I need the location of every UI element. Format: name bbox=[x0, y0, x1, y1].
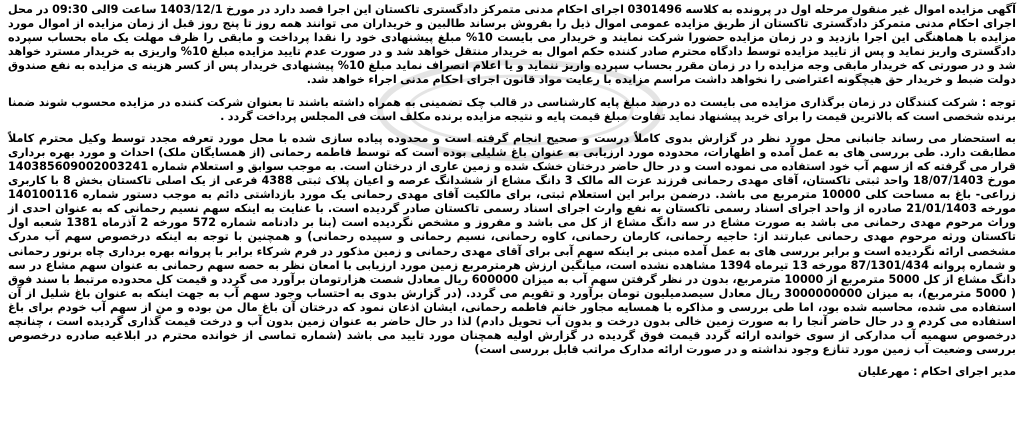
auction-announcement-paragraph: آگهی مزایده اموال غیر منقول مرحله اول در پرونده به کلاسه 0301496 اجرای احکام مدنی متمرکز دادگستری تاکستان این اجرا قصد دارد در مورخ 1403/12/1 ساعت 9الی 09:30 در محل اجرای احکام مدنی متمرکز دادگستری تاکستان از طریق مزایده عمومی اموال ذیل را بفروش برساند طالبین و خریداران می توانند همه روز تا پنج روز قبل از زمان مزایده از اموال مورد مزایده با هماهنگی این اجرا بازدید و در زمان مزایده حضورا شرکت نمایند و خریدار می بایست 10% مبلغ پیشنهادی خود را نقدا پرداخت و مابقی را ظرف مهلت یک ماه بحساب سپرده دادگستری واریز نماید و پس از تایید مزایده توسط دادگاه محترم صادر کننده حکم اموال به خریدار منتقل خواهد شد و در صورت عدم تایید مزایده مبلغ 10% واریزی به خریدار مسترد خواهد شد و در صورتی که خریدار مابقی وجه مزایده را در زمان مقرر بحساب سپرده واریز ننماید و یا اعلام انصراف نماید مبلغ 10% پیشنهادی خریدار پس از کسر هزینه ی مزایده به نفع صندوق دولت ضبط و خریدار حق هیچگونه اعتراضی را نخواهد داشت مراسم مزایده با رعایت مواد قانون اجرای احکام مدنی اجراء خواهد شد. bbox=[8, 3, 1017, 87]
expert-report-paragraph: به استحضار می رساند جانبانی محل مورد نظر در گزارش بدوی کاملاً درست و صحیح انجام گرفته است و محدوده پیاده سازی شده با محل مورد تعرفه مجدد توسط وکیل محترم کاملاً مطابقت دارد. طی بررسی های به عمل آمده و اظهارات، محدوده مورد ارزیابی به عنوان باغ شلیلی بوده است که توسط فاطمه رحمانی (از همسایگان ملک) احداث و مورد بهره برداری قرار می گرفته که از سهم آب خود استفاده می نموده است و در حال حاضر درختان خشک شده و زمین عاری از درختان است. به موجب سوابق و استعلام شماره 140385609002003241 مورخ 18/07/1403 واحد ثبتی تاکستان، آقای مهدی رحمانی فرزند عزت اله مالک 3 دانگ مشاع از ششدانگ عرصه و اعیان پلاک ثبتی 4388 فرعی از یک اصلی تاکستان بخش 8 با کاربری زراعی- باغ به مساحت کلی 10000 مترمربع می باشد. درضمن برابر این استعلام ثبتی، برای مالکیت آقای مهدی رحمانی یک مورد بازداشتی دائم به موجب دستور شماره 140100116 مورخه 21/01/1403 صادره از واحد اجرای اسناد رسمی تاکستان به نفع وارث اجرای اسناد رسمی تاکستان صادر گردیده است. با عنایت به اینکه سهم نسیم رحمانی که به عنوان احدی از وراث مرحوم مهدی رحمانی می باشد به صورت مشاع در سه دانگ مشاع از کل می باشد و مفروز و مشخص نگردیده است (بنا بر دادنامه شماره 572 مورخه 2 آذرماه 1381 شعبه اول تاکستان ورثه مرحوم مهدی رحمانی عبارتند از: حاجیه رحمانی، کارمان رحمانی، کاوه رحمانی، نسیم رحمانی و سپیده رحمانی) و همچنین با توجه به اینکه درخصوص سهم آب مدرک مشخصی ارائه نگردیده است و برابر بررسی های به عمل آمده مبنی بر اینکه سهم آبی برای آقای مهدی رحمانی و زمین مذکور در فرم شرکاء برابر با پروانه بهره برداری چاه برنور رحمانی و شماره پروانه 87/1301/434 مورخه 13 تیرماه 1394 مشاهده نشده است، میانگین ارزش هرمترمربع زمین مورد ارزیابی با امعان نظر به حصه سهم رحمانی به عنوان سهم مشاع در سه دانگ مشاع از کل 5000 مترمربع از 10000 مترمربع، بدون در نظر گرفتن سهم آب به میزان 600000 ریال معادل شصت هزارتومان برآورد می گردد و قیمت کل محدوده مرتبط با سند فوق ( 5000 مترمربع)، به میزان 3000000000 ریال معادل سیصدمیلیون تومان برآورد و تقویم می گردد. (در گزارش بدوی به احتساب وجود سهم آب به جهت اینکه به عنوان باغ شلیل از آن استفاده می شده، محاسبه شده بود، اما طی بررسی و مذاکره با همسایه مجاور خانم فاطمه رحمانی، ایشان اذعان نمود که درختان آن باغ مال من بوده و من از سهم آب خودم برای باغ استفاده می کردم و در حال حاضر آنجا را به صورت زمین خالی بدون درخت و بدون آب تحویل دادم) لذا در حال حاضر به عنوان زمین بدون آب و درخت قیمت گذاری گردیده است ، چنانچه درخصوص سهمیه آب مدارکی از سوی خوانده ارائه گردد قیمت فوق گردیده در گزارش اولیه همچنان مورد تایید می باشد (شماره تماسی از خوانده محترم در ابلاغیه صادره درخصوص بررسی وضعیت آب زمین مورد تنازع وجود نداشته و در صورت ارائه مدارک مراتب قابل بررسی است) bbox=[8, 131, 1017, 357]
participants-note-paragraph: توجه : شرکت کنندگان در زمان برگذاری مزایده می بایست ده درصد مبلغ پایه کارشناسی در قالب چک تضمینی به همراه داشته باشند تا بعنوان شرکت کننده در مزایده محسوب شوند ضمنا برنده شخصی است که بالاترین قیمت را برای خرید پیشنهاد نماید تفاوت مبلغ قیمت پایه و نتیجه مزایده برنده مکلف است فی المجلس پرداخت گردد . bbox=[8, 95, 1016, 123]
signature-line: مدیر اجرای احکام : مهرعلیان bbox=[857, 365, 1016, 379]
